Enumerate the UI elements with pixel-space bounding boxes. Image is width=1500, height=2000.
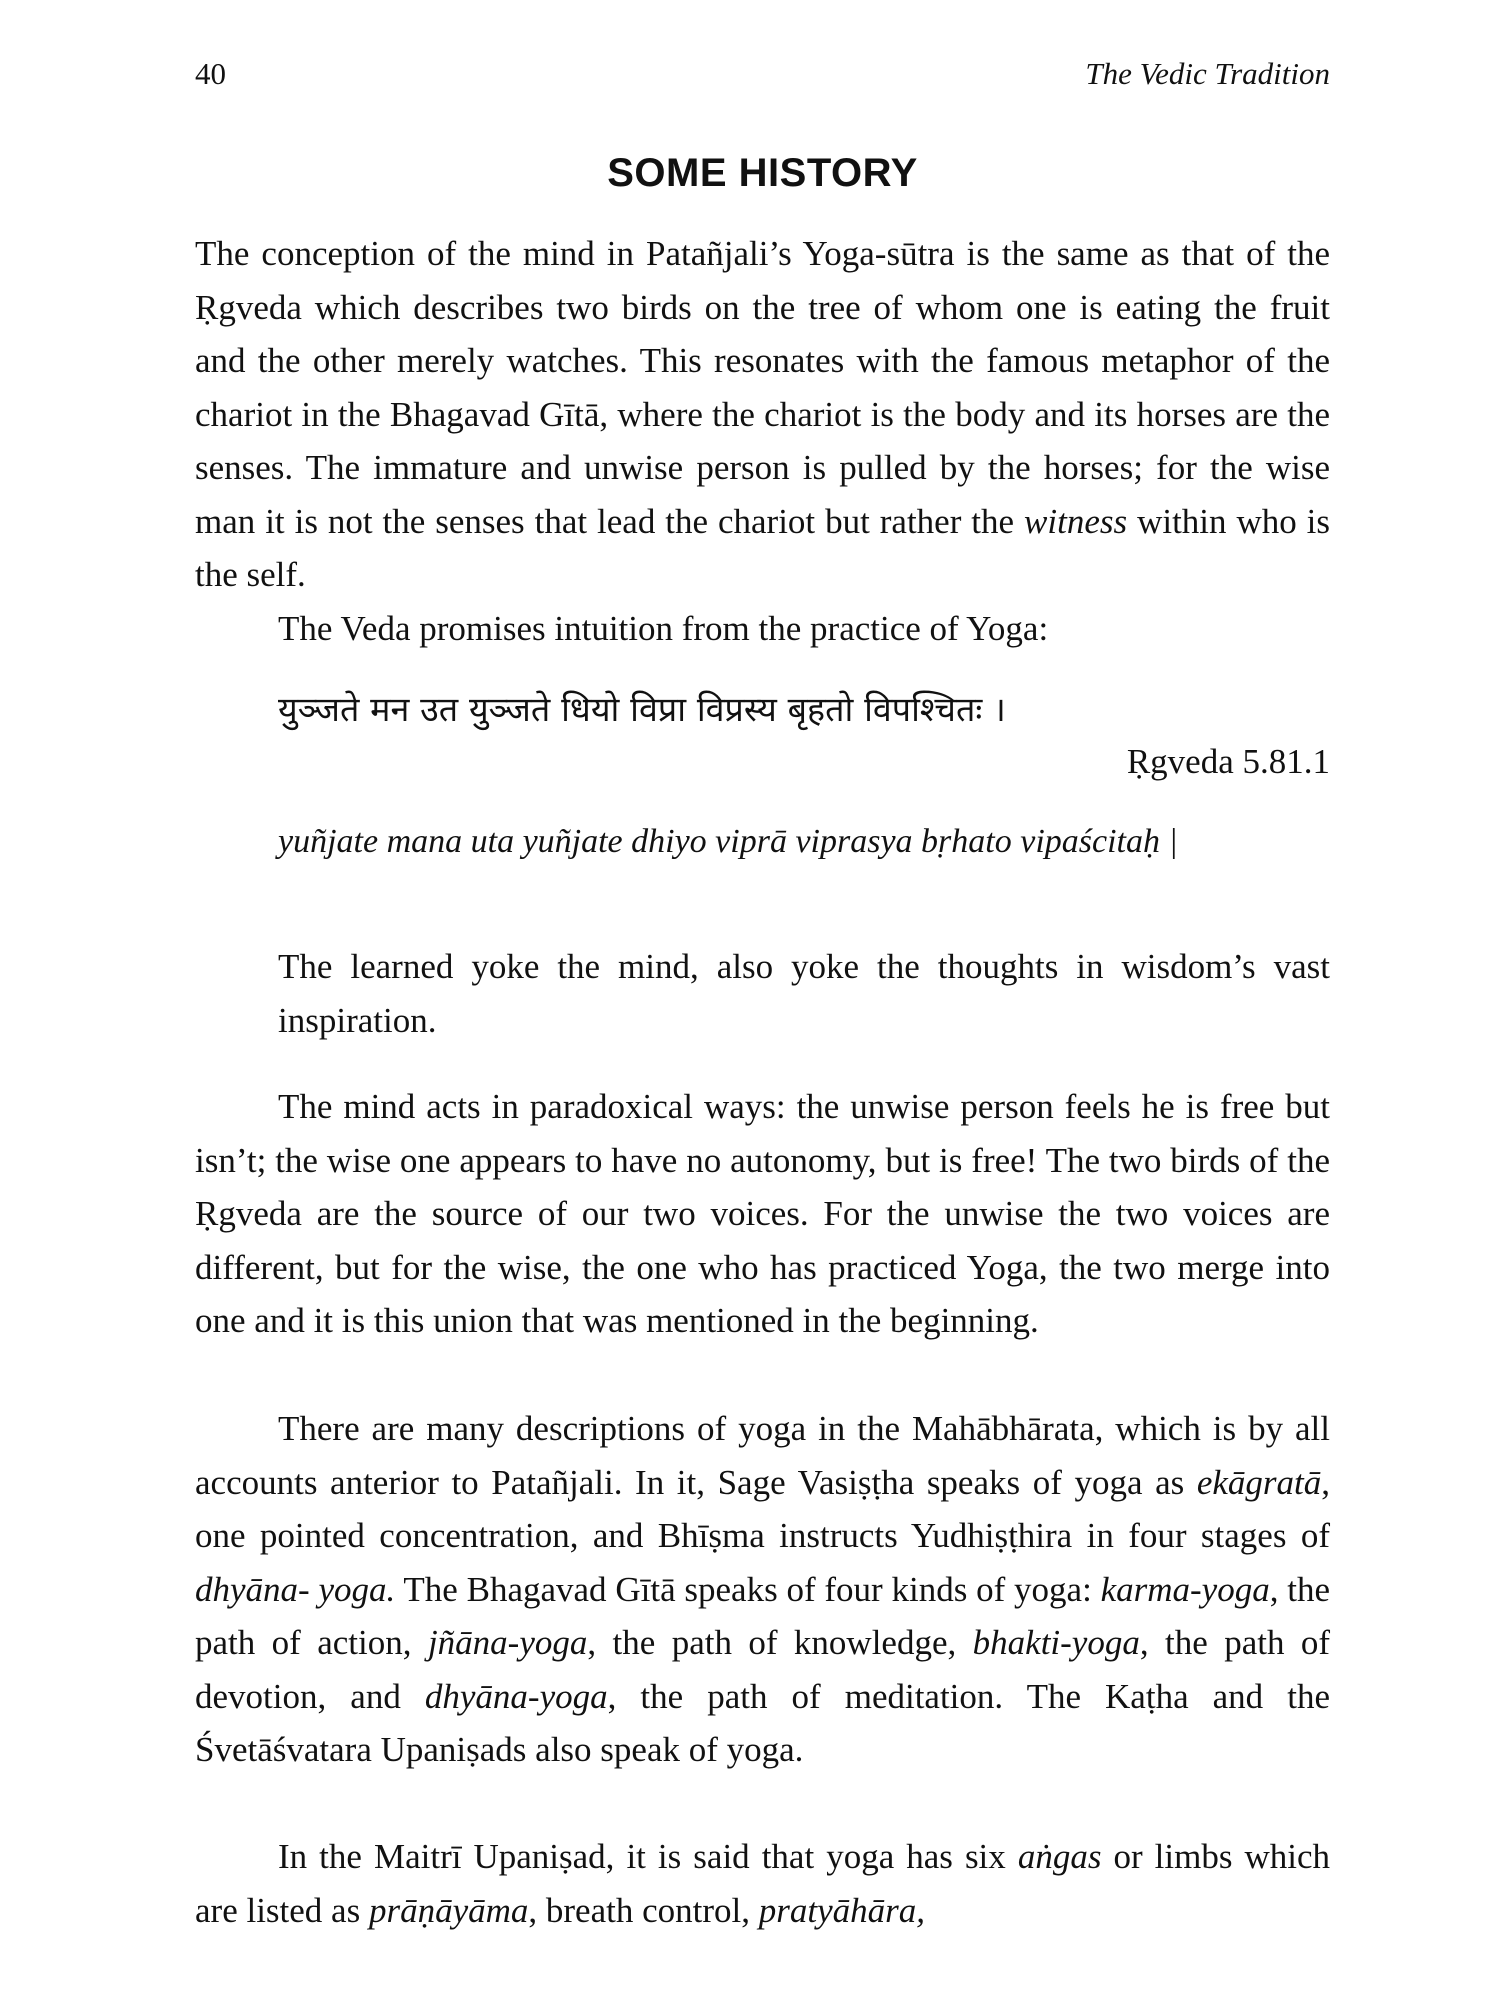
verse-reference: Ṛgveda 5.81.1 xyxy=(1126,742,1330,781)
paragraph-2: The Veda promises intuition from the practice of Yoga: xyxy=(278,609,1049,648)
paragraph-4-text: The Bhagavad Gītā speaks of four kinds of yoga: xyxy=(403,1569,1092,1609)
running-title: The Vedic Tradition xyxy=(1085,56,1330,91)
term-karma-yoga: karma-yoga xyxy=(1100,1569,1270,1609)
paragraph-4-text: , the path of devotion, and xyxy=(195,1623,1331,1716)
paragraph-4-text: , one pointed concentration, and Bhīṣma instructs Yudhiṣṭhira in four stages of xyxy=(195,1462,1330,1555)
section-heading: SOME HISTORY xyxy=(607,151,918,195)
verse-transliteration: yuñjate mana uta yuñjate dhiyo viprā viprasya bṛhato vipaścitaḥ | xyxy=(278,823,1178,860)
paragraph-4-text: , the path of knowledge, xyxy=(587,1623,957,1662)
paragraph-1-emphasis: witness xyxy=(1024,501,1128,541)
term-bhakti-yoga: bhakti-yoga xyxy=(972,1623,1140,1662)
term-pranayama: prāṇāyāma xyxy=(368,1890,529,1930)
paragraph-4-text: There are many descriptions of yoga in the Mahābhārata, which is by all accounts anterior to Patañjali. In it, Sage Vasiṣṭha speaks of yoga as xyxy=(195,1409,1330,1502)
term-pratyahara: pratyāhāra, xyxy=(758,1890,925,1930)
paragraph-5-text: or limbs which are listed as xyxy=(195,1837,1331,1930)
term-angas: aṅgas xyxy=(1017,1837,1102,1876)
paragraph-5-text: In the Maitrī Upaniṣad, it is said that yoga has six xyxy=(278,1837,1006,1876)
term-dhyana-yoga-2: dhyāna-yoga xyxy=(424,1676,608,1716)
paragraph-1-text: The conception of the mind in Patañjali’s Yoga-sūtra is the same as that of the Ṛgveda which describes two birds on the tree of whom one is eating the fruit and the other merely watches. This resonates with the famous metaphor of the chariot in the Bhagavad Gītā, where the chariot is the body and its horses are the senses. The immature and unwise person is pulled by the horses; for the wise man it is not the senses that lead the chariot but rather the xyxy=(195,234,1330,541)
paragraph-5-text: , breath control, xyxy=(528,1890,750,1930)
verse-translation: The learned yoke the mind, also yoke the thoughts in wisdom’s vast inspiration. xyxy=(278,947,1330,1040)
paragraph-1-end: within who is the self. xyxy=(195,501,1331,594)
paragraph-4 xyxy=(195,1402,1330,1777)
term-ekagrata: ekāgratā xyxy=(1196,1462,1322,1502)
paragraph-5 xyxy=(195,1830,1330,1937)
paragraph-4-text: , the path of meditation. The Kaṭha and the Śvetāśvatara Upaniṣads also speak of yoga. xyxy=(195,1676,1330,1769)
verse-devanagari: युञ्जते मन उत युञ्जते धियो विप्रा विप्रस्य बृहतो विपश्चितः । xyxy=(278,690,1006,730)
page-number: 40 xyxy=(195,56,226,91)
paragraph-1 xyxy=(195,227,1330,602)
term-jnana-yoga: jñāna-yoga xyxy=(427,1623,588,1662)
running-head xyxy=(195,52,1330,96)
paragraph-3: The mind acts in paradoxical ways: the unwise person feels he is free but isn’t; the wise one appears to have no autonomy, but is free! The two birds of the Ṛgveda are the source of our two voices. For the unwise the two voices are different, but for the wise, the one who has practiced Yoga, the two merge into one and it is this union that was mentioned in the beginning. xyxy=(195,1087,1330,1340)
term-dhyana-yoga: dhyāna- yoga. xyxy=(195,1569,396,1609)
paragraph-4-text: , the path of action, xyxy=(195,1569,1331,1662)
